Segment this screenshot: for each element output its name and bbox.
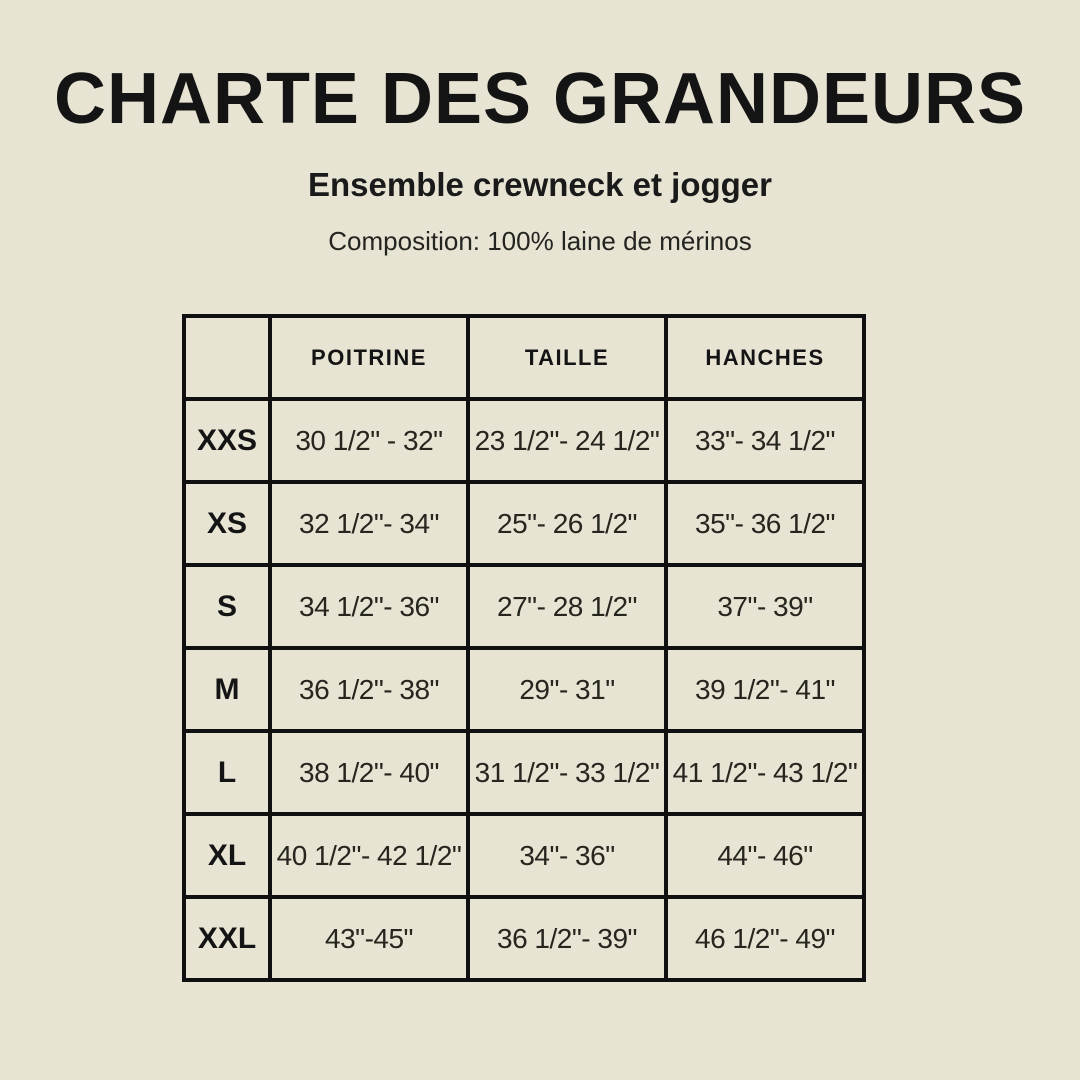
poitrine-value: 43"-45" xyxy=(270,897,468,980)
taille-value: 23 1/2"- 24 1/2" xyxy=(468,399,666,482)
taille-value: 36 1/2"- 39" xyxy=(468,897,666,980)
header-poitrine: POITRINE xyxy=(270,316,468,399)
taille-value: 34"- 36" xyxy=(468,814,666,897)
poitrine-value: 30 1/2" - 32" xyxy=(270,399,468,482)
page-title: CHARTE DES GRANDEURS xyxy=(53,59,1027,139)
table-header-row xyxy=(184,316,864,399)
size-label: L xyxy=(184,731,270,814)
table-row xyxy=(184,731,864,814)
table-row xyxy=(184,648,864,731)
table-row xyxy=(184,814,864,897)
poitrine-value: 34 1/2"- 36" xyxy=(270,565,468,648)
size-label: XXS xyxy=(184,399,270,482)
header-size-blank xyxy=(184,316,270,399)
size-label: XXL xyxy=(184,897,270,980)
hanches-value: 37"- 39" xyxy=(666,565,864,648)
hanches-value: 33"- 34 1/2" xyxy=(666,399,864,482)
poitrine-value: 36 1/2"- 38" xyxy=(270,648,468,731)
hanches-value: 44"- 46" xyxy=(666,814,864,897)
header-hanches: HANCHES xyxy=(666,316,864,399)
table-row xyxy=(184,399,864,482)
size-label: XS xyxy=(184,482,270,565)
taille-value: 27"- 28 1/2" xyxy=(468,565,666,648)
table-row xyxy=(184,565,864,648)
table-row xyxy=(184,482,864,565)
hanches-value: 35"- 36 1/2" xyxy=(666,482,864,565)
hanches-value: 46 1/2"- 49" xyxy=(666,897,864,980)
size-label: S xyxy=(184,565,270,648)
size-chart-table xyxy=(182,314,866,982)
table-row xyxy=(184,897,864,980)
hanches-value: 39 1/2"- 41" xyxy=(666,648,864,731)
taille-value: 31 1/2"- 33 1/2" xyxy=(468,731,666,814)
hanches-value: 41 1/2"- 43 1/2" xyxy=(666,731,864,814)
taille-value: 25"- 26 1/2" xyxy=(468,482,666,565)
size-label: M xyxy=(184,648,270,731)
size-label: XL xyxy=(184,814,270,897)
poitrine-value: 40 1/2"- 42 1/2" xyxy=(270,814,468,897)
poitrine-value: 32 1/2"- 34" xyxy=(270,482,468,565)
poitrine-value: 38 1/2"- 40" xyxy=(270,731,468,814)
product-subtitle: Ensemble crewneck et jogger xyxy=(307,166,772,203)
header-taille: TAILLE xyxy=(468,316,666,399)
composition-note: Composition: 100% laine de mérinos xyxy=(328,226,752,256)
taille-value: 29"- 31" xyxy=(468,648,666,731)
